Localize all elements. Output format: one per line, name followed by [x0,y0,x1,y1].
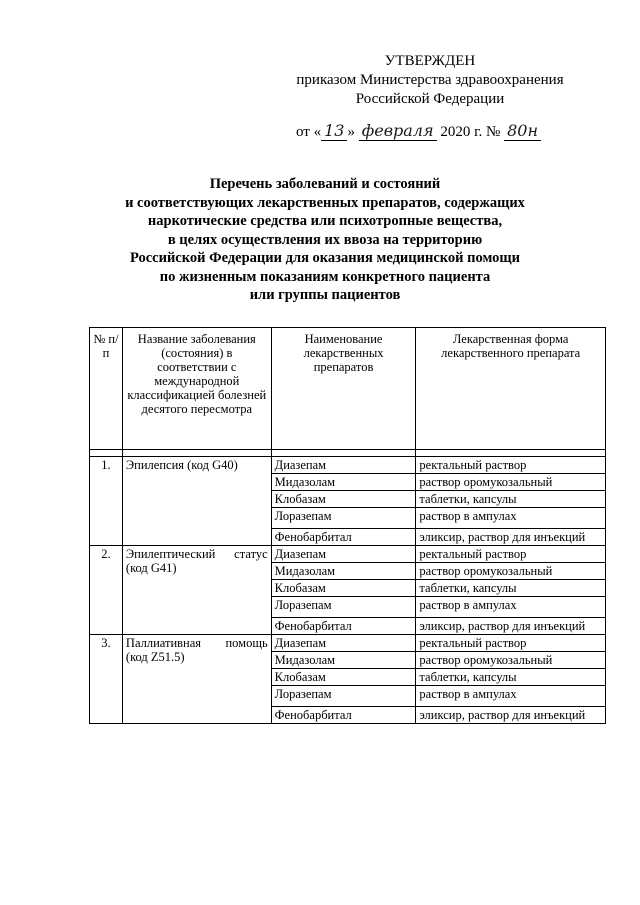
table-row [90,546,606,563]
title-line: наркотические средства или психотропные вещества, [147,213,503,229]
title-line: и соответствующих лекарственных препаратов, содержащих [125,194,525,211]
header-disease: Название заболевания (состояния) в соответствии с международной классификацией болезней десятого пересмотра [122,328,271,450]
drug-form: эликсир, раствор для инъекций [416,529,606,546]
drug-form: раствор оромукозальный [416,652,606,669]
drug-name: Клобазам [271,669,416,686]
drug-name: Мидазолам [271,474,416,491]
title-line: Перечень заболеваний и состояний [209,176,441,192]
disease-name: Эпилепсия (код G40) [122,457,271,546]
disease-name: Паллиативная помощь (код Z51.5) [122,635,271,724]
header-gap-row [90,450,606,457]
drug-name: Мидазолам [271,652,416,669]
drug-form: эликсир, раствор для инъекций [416,618,606,635]
drug-form: таблетки, капсулы [416,580,606,597]
title-line: или группы пациентов [249,287,401,303]
table-row [90,457,606,474]
drug-name: Лоразепам [271,508,416,529]
header-number: № п/п [90,328,123,450]
drug-name: Лоразепам [271,686,416,707]
drug-form: раствор оромукозальный [416,563,606,580]
drug-name: Диазепам [271,546,416,563]
drug-name: Лоразепам [271,597,416,618]
approval-heading: УТВЕРЖДЕН [384,53,476,69]
approval-block [270,52,590,109]
medications-table [89,327,606,724]
drug-name: Клобазам [271,491,416,508]
drug-name: Диазепам [271,457,416,474]
drug-form: раствор в ампулах [416,597,606,618]
drug-name: Фенобарбитал [271,707,416,724]
drug-name: Фенобарбитал [271,618,416,635]
drug-form: раствор в ампулах [416,508,606,529]
drug-name: Мидазолам [271,563,416,580]
title-line: в целях осуществления их ввоза на территорию [167,231,483,248]
table-row [90,635,606,652]
order-month: февраля [359,121,437,141]
drug-form: раствор в ампулах [416,686,606,707]
order-day: 13 [321,121,347,141]
drug-form: ректальный раствор [416,457,606,474]
row-number: 1. [90,457,123,546]
header-form: Лекарственная форма лекарственного препарата [416,328,606,450]
drug-form: раствор оромукозальный [416,474,606,491]
order-number: 80н [504,121,541,141]
row-number: 3. [90,635,123,724]
drug-form: ректальный раствор [416,546,606,563]
order-date-line [296,121,541,141]
document-title [60,175,590,305]
approval-order: приказом Министерства здравоохранения [296,72,564,88]
date-mid: » [347,124,355,140]
row-number: 2. [90,546,123,635]
order-year: 2020 г. № [440,124,501,140]
title-line: по жизненным показаниям конкретного пациента [159,268,491,285]
drug-name: Клобазам [271,580,416,597]
date-prefix: от « [296,124,322,140]
drug-form: таблетки, капсулы [416,669,606,686]
title-line: Российской Федерации для оказания медицинской помощи [129,250,521,266]
disease-name: Эпилептический статус (код G41) [122,546,271,635]
approval-country: Российской Федерации [355,91,505,107]
table-header-row [90,328,606,450]
drug-form: таблетки, капсулы [416,491,606,508]
header-drug: Наименование лекарственных препаратов [271,328,416,450]
drug-form: эликсир, раствор для инъекций [416,707,606,724]
drug-name: Диазепам [271,635,416,652]
drug-form: ректальный раствор [416,635,606,652]
drug-name: Фенобарбитал [271,529,416,546]
